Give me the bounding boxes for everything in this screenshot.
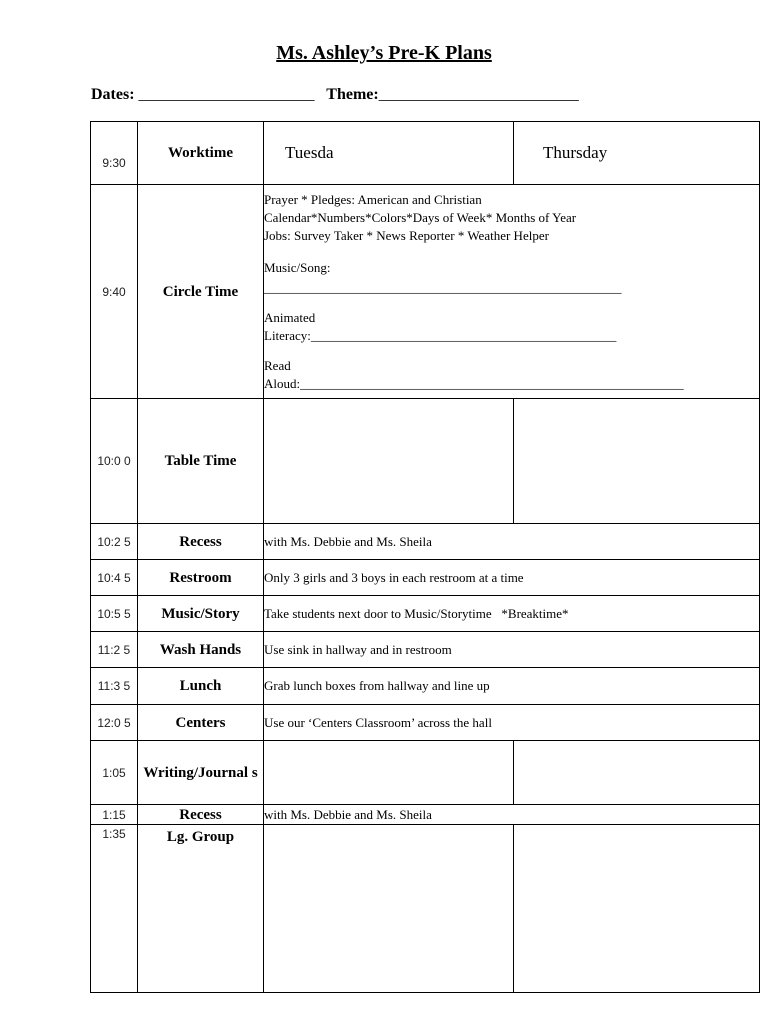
activity-cell: Worktime xyxy=(138,122,264,185)
time-cell: 1:05 xyxy=(91,741,138,805)
activity-cell: Wash Hands xyxy=(138,632,264,668)
thursday-cell xyxy=(514,741,760,805)
activity-cell: Lg. Group xyxy=(138,825,264,993)
circle-line-jobs: Jobs: Survey Taker * News Reporter * Weather Helper xyxy=(264,227,549,243)
music-song-blank: _______________________________________________________ xyxy=(264,279,622,295)
note-cell: Use our ‘Centers Classroom’ across the hall xyxy=(264,705,760,741)
time-cell: 9:30 xyxy=(91,122,138,185)
table-row xyxy=(91,632,760,668)
activity-cell: Recess xyxy=(138,805,264,825)
table-row xyxy=(91,705,760,741)
circle-line-calendar: Calendar*Numbers*Colors*Days of Week* Months of Year xyxy=(264,209,577,225)
aloud-label: Aloud: xyxy=(264,375,301,391)
activity-cell: Circle Time xyxy=(138,185,264,399)
activity-cell: Music/Story xyxy=(138,596,264,632)
time-cell: 1:15 xyxy=(91,805,138,825)
dates-theme-line xyxy=(91,86,579,104)
table-row xyxy=(91,668,760,705)
tuesday-cell xyxy=(264,825,514,993)
tuesday-header: Tuesda xyxy=(264,122,514,185)
thursday-header: Thursday xyxy=(514,122,760,185)
tuesday-cell xyxy=(264,399,514,524)
aloud-blank: ___________________________________________________________ xyxy=(300,375,684,391)
page-title: Ms. Ashley’s Pre-K Plans xyxy=(276,42,492,64)
time-cell: 11:3 5 xyxy=(91,668,138,705)
note-cell: Take students next door to Music/Storytime *Breaktime* xyxy=(264,596,760,632)
dates-blank: ______________________ xyxy=(138,86,315,103)
time-cell: 10:4 5 xyxy=(91,560,138,596)
theme-label: Theme: xyxy=(326,86,379,103)
thursday-cell xyxy=(514,399,760,524)
note-cell: Use sink in hallway and in restroom xyxy=(264,632,760,668)
dates-label: Dates: xyxy=(91,86,135,103)
time-cell: 10:5 5 xyxy=(91,596,138,632)
theme-blank: _________________________ xyxy=(378,86,579,103)
activity-cell: Restroom xyxy=(138,560,264,596)
read-label: Read xyxy=(264,357,291,373)
circle-time-content xyxy=(264,185,760,399)
table-row xyxy=(91,741,760,805)
tuesday-cell xyxy=(264,741,514,805)
literacy-line xyxy=(264,327,759,345)
thursday-cell xyxy=(514,825,760,993)
literacy-blank: _______________________________________________ xyxy=(310,327,617,343)
note-cell: Grab lunch boxes from hallway and line up xyxy=(264,668,760,705)
time-cell: 9:40 xyxy=(91,185,138,399)
time-cell: 10:2 5 xyxy=(91,524,138,560)
table-row xyxy=(91,122,760,185)
activity-cell: Table Time xyxy=(138,399,264,524)
table-row xyxy=(91,560,760,596)
table-row xyxy=(91,596,760,632)
activity-cell: Recess xyxy=(138,524,264,560)
activity-cell: Writing/Journal s xyxy=(138,741,264,805)
literacy-label: Literacy: xyxy=(264,327,311,343)
time-cell: 12:0 5 xyxy=(91,705,138,741)
activity-cell: Lunch xyxy=(138,668,264,705)
activity-cell: Centers xyxy=(138,705,264,741)
time-cell: 1:35 xyxy=(91,825,138,993)
animated-label: Animated xyxy=(264,309,316,325)
table-row xyxy=(91,524,760,560)
table-row xyxy=(91,185,760,399)
circle-line-prayer: Prayer * Pledges: American and Christian xyxy=(264,191,482,207)
time-cell: 10:0 0 xyxy=(91,399,138,524)
music-song-label: Music/Song: xyxy=(264,259,331,275)
note-cell: with Ms. Debbie and Ms. Sheila xyxy=(264,805,760,825)
aloud-line xyxy=(264,375,759,393)
table-row xyxy=(91,399,760,524)
table-row xyxy=(91,825,760,993)
schedule-table xyxy=(90,121,760,993)
note-cell: with Ms. Debbie and Ms. Sheila xyxy=(264,524,760,560)
time-cell: 11:2 5 xyxy=(91,632,138,668)
table-row xyxy=(91,805,760,825)
note-cell: Only 3 girls and 3 boys in each restroom at a time xyxy=(264,560,760,596)
